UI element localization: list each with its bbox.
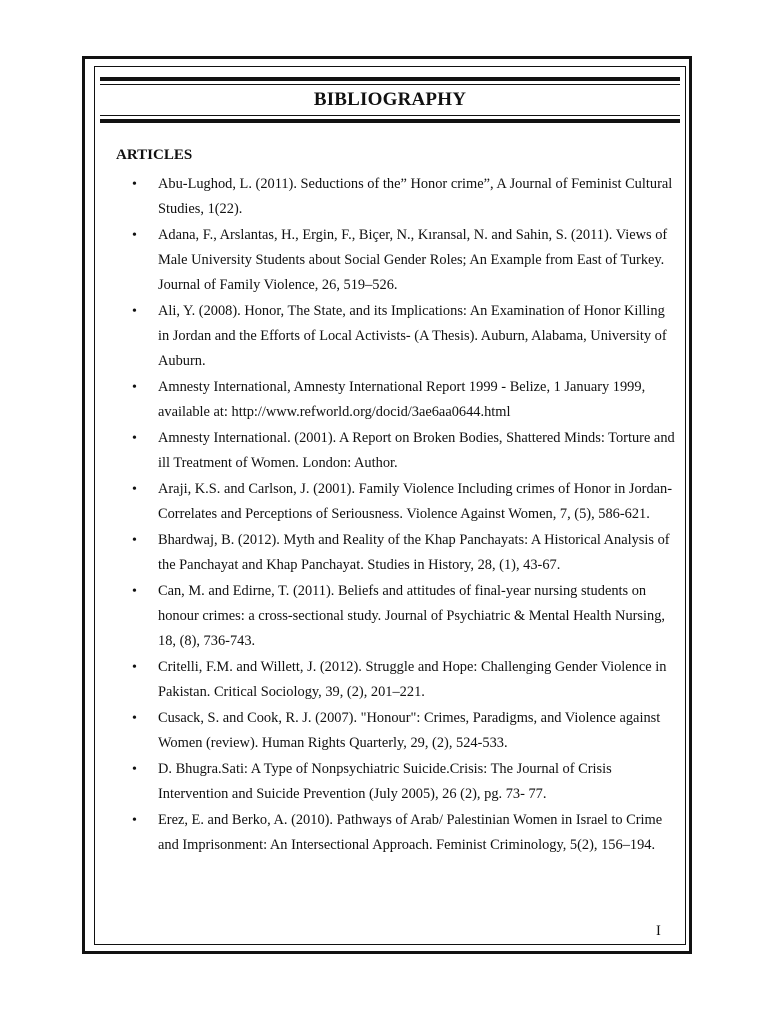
reference-item bbox=[132, 528, 677, 578]
reference-item bbox=[132, 477, 677, 527]
bullet-icon: • bbox=[132, 660, 137, 675]
title-rule-top-thin bbox=[100, 84, 680, 85]
reference-item bbox=[132, 579, 677, 654]
reference-text: Cusack, S. and Cook, R. J. (2007). "Honour": Crimes, Paradigms, and Violence against Women (review). Human Rights Quarterly, 29, (2), 524-533. bbox=[158, 710, 661, 751]
reference-item bbox=[132, 223, 677, 298]
reference-text: Critelli, F.M. and Willett, J. (2012). Struggle and Hope: Challenging Gender Violence in Pakistan. Critical Sociology, 39, (2), 201–221. bbox=[158, 659, 667, 700]
page-number: I bbox=[656, 923, 661, 939]
reference-text: Araji, K.S. and Carlson, J. (2001). Family Violence Including crimes of Honor in Jordan-Correlates and Perceptions of Seriousness. Violence Against Women, 7, (5), 586-621. bbox=[158, 481, 673, 522]
bullet-icon: • bbox=[132, 304, 137, 319]
section-heading-articles: ARTICLES bbox=[116, 147, 193, 163]
bullet-icon: • bbox=[132, 482, 137, 497]
page-title: BIBLIOGRAPHY bbox=[313, 89, 467, 110]
bullet-icon: • bbox=[132, 584, 137, 599]
reference-text: Amnesty International, Amnesty International Report 1999 - Belize, 1 January 1999, available at: http://www.refworld.org/docid/3ae6aa0644.html bbox=[158, 379, 646, 420]
title-rule-bottom-thin bbox=[100, 115, 680, 116]
reference-text: Bhardwaj, B. (2012). Myth and Reality of the Khap Panchayats: A Historical Analysis of the Panchayat and Khap Panchayat. Studies in History, 28, (1), 43-67. bbox=[158, 532, 670, 573]
reference-item bbox=[132, 299, 677, 374]
reference-text: Amnesty International. (2001). A Report on Broken Bodies, Shattered Minds: Torture and ill Treatment of Women. London: Author. bbox=[158, 430, 675, 471]
bullet-icon: • bbox=[132, 431, 137, 446]
reference-text: Adana, F., Arslantas, H., Ergin, F., Biçer, N., Kıransal, N. and Sahin, S. (2011). Views of Male University Students about Social Gender Roles; An Example from East of Turkey. Journal of Family Violence, 26, 519–526. bbox=[158, 227, 668, 293]
title-rule-bottom-thick bbox=[100, 119, 680, 123]
reference-text: Abu-Lughod, L. (2011). Seductions of the” Honor crime”, A Journal of Feminist Cultural Studies, 1(22). bbox=[158, 176, 673, 217]
reference-item bbox=[132, 706, 677, 756]
reference-text: Ali, Y. (2008). Honor, The State, and its Implications: An Examination of Honor Killing in Jordan and the Efforts of Local Activists- (A Thesis). Auburn, Alabama, University of Auburn. bbox=[158, 303, 667, 369]
title-rule-top-thick bbox=[100, 77, 680, 81]
reference-item bbox=[132, 172, 677, 222]
reference-item bbox=[132, 655, 677, 705]
bullet-icon: • bbox=[132, 813, 137, 828]
reference-text: Can, M. and Edirne, T. (2011). Beliefs and attitudes of final-year nursing students on honour crimes: a cross-sectional study. Journal of Psychiatric & Mental Health Nursing, 18, (8), 736-743. bbox=[158, 583, 666, 649]
bullet-icon: • bbox=[132, 228, 137, 243]
reference-item bbox=[132, 375, 677, 425]
bullet-icon: • bbox=[132, 711, 137, 726]
reference-item bbox=[132, 426, 677, 476]
reference-text: Erez, E. and Berko, A. (2010). Pathways of Arab/ Palestinian Women in Israel to Crime and Imprisonment: An Intersectional Approach. Feminist Criminology, 5(2), 156–194. bbox=[158, 812, 663, 853]
reference-item bbox=[132, 757, 677, 807]
reference-item bbox=[132, 808, 677, 858]
bullet-icon: • bbox=[132, 380, 137, 395]
reference-text: D. Bhugra.Sati: A Type of Nonpsychiatric Suicide.Crisis: The Journal of Crisis Intervention and Suicide Prevention (July 2005), 26 (2), pg. 73- 77. bbox=[158, 761, 612, 802]
bullet-icon: • bbox=[132, 533, 137, 548]
bullet-icon: • bbox=[132, 177, 137, 192]
reference-list bbox=[132, 172, 677, 859]
bullet-icon: • bbox=[132, 762, 137, 777]
